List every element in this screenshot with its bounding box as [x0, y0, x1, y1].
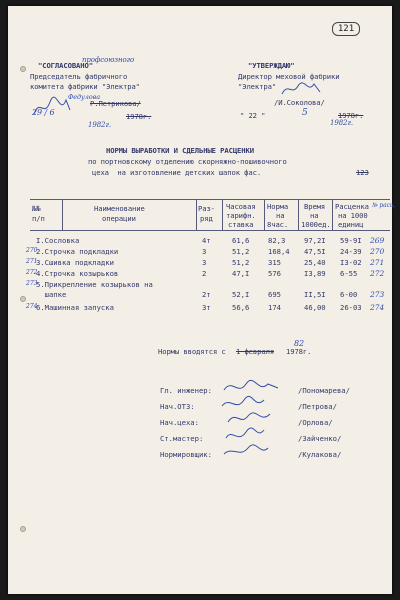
table-top-rule [30, 199, 390, 200]
row-time: 46,00 [304, 303, 326, 312]
table-row [26, 269, 388, 278]
intro-hw-year: 82 [294, 339, 304, 348]
document-page [8, 6, 396, 594]
row-norm: 576 [268, 269, 281, 278]
row-price: 59-9I [340, 236, 362, 245]
handwritten-year-left: 1982г. [88, 121, 111, 129]
row-name: I.Сословка [36, 236, 80, 245]
binder-hole [20, 526, 26, 532]
row-mark: 271 [26, 258, 38, 265]
header-num2: п/п [32, 214, 45, 223]
header-name2: операции [102, 214, 136, 223]
intro-text: Нормы вводятся с [158, 347, 226, 356]
row-price: 6-55 [340, 269, 358, 278]
table-col-rule [264, 199, 265, 230]
row-time: 25,40 [304, 258, 326, 267]
row-grade: 2 [202, 269, 207, 278]
fas-number: 123 [356, 168, 369, 177]
row-name: 3.Сшивка подкладки [36, 258, 114, 267]
left-approval-line1: Председатель фабричного [30, 72, 128, 81]
header-price2: на 1000 [338, 211, 368, 220]
row-rate: 52,I [232, 290, 250, 299]
signature-name: /Петрова/ [298, 402, 337, 411]
right-approval-title: "УТВЕРЖДАЮ" [248, 61, 295, 70]
table-header-rule [30, 230, 390, 231]
row-hw: 272 [370, 269, 385, 278]
row-name: 2.Строчка подкладки [36, 247, 119, 256]
left-approval-name: Р.Петрикова/ [90, 99, 141, 108]
header-price: Расценка [335, 202, 369, 211]
left-approval-title: "СОГЛАСОВАНО" [38, 61, 93, 70]
header-rate: Часовая [226, 202, 256, 211]
row-price: I3-02 [340, 258, 362, 267]
row-time: II,5I [304, 290, 326, 299]
row-mark: 273 [26, 280, 38, 287]
handwritten-year-right: 1982г. [330, 119, 353, 127]
handwritten-date-left: 29 / 6 [32, 108, 55, 117]
header-time2: на [310, 211, 319, 220]
row-norm: 315 [268, 258, 281, 267]
header-norm: Норма [267, 202, 289, 211]
row-norm: 168,4 [268, 247, 290, 256]
signature-role: Гл. инженер: [160, 386, 212, 395]
header-time: Время [304, 202, 326, 211]
header-price3: единиц [338, 220, 364, 229]
row-name: 5.Прикрепление козырьков на [36, 280, 153, 289]
handwritten-surname: Федулова [68, 93, 101, 101]
intro-year: 1978г. [286, 347, 312, 356]
left-approval-year: 1978г. [126, 112, 152, 121]
row-time: I3,89 [304, 269, 326, 278]
table-row [26, 280, 388, 299]
right-approval-date: " 22 " [240, 111, 266, 120]
header-rate3: ставка [228, 220, 254, 229]
signature-role: Нормировщик: [160, 450, 212, 459]
table-col-rule [196, 199, 197, 230]
row-rate: 56,6 [232, 303, 250, 312]
row-grade: 3 [202, 247, 207, 256]
row-grade: 2т [202, 290, 211, 299]
right-approval-name: /И.Соколова/ [274, 98, 325, 107]
signature-role: Ст.мастер: [160, 434, 204, 443]
row-rate: 61,6 [232, 236, 250, 245]
row-grade: 3 [202, 258, 207, 267]
signature-role: Нач.цеха: [160, 418, 199, 427]
right-approval-line1: Директор меховой фабрики [238, 72, 340, 81]
row-mark: 270 [26, 247, 38, 254]
table-col-rule [222, 199, 223, 230]
binder-hole [20, 66, 26, 72]
header-grade2: ряд [200, 214, 213, 223]
left-approval-line2: комитета фабрики "Электра" [30, 82, 140, 91]
row-time: 47,5I [304, 247, 326, 256]
right-approval-line2: "Электра" [238, 82, 277, 91]
row-norm: 174 [268, 303, 281, 312]
table-row [36, 236, 388, 244]
row-name: 6.Машинная запуска [36, 303, 114, 312]
binder-hole [20, 296, 26, 302]
row-mark: 274 [26, 303, 38, 310]
row-hw: 273 [370, 290, 385, 299]
row-rate: 51,2 [232, 258, 250, 267]
right-approval-year: 1978г. [338, 111, 364, 120]
row-time: 97,2I [304, 236, 326, 245]
table-col-rule [332, 199, 333, 230]
table-col-rule [298, 199, 299, 230]
signature-left [30, 92, 90, 122]
row-hw: 274 [370, 303, 385, 312]
table-row [26, 303, 388, 312]
row-name-cont: шапке [36, 290, 67, 299]
signature-name: /Кулакова/ [298, 450, 342, 459]
row-grade: 4т [202, 236, 211, 245]
row-hw: 271 [370, 258, 385, 267]
row-hw: 269 [370, 236, 385, 245]
row-rate: 51,2 [232, 247, 250, 256]
header-time3: 1000ед. [301, 220, 331, 229]
table-row [26, 258, 388, 267]
row-rate: 47,I [232, 269, 250, 278]
header-norm2: на [276, 211, 285, 220]
row-mark: 272 [26, 269, 38, 276]
header-norm3: 8час. [267, 220, 289, 229]
table-col-rule [62, 199, 63, 230]
handwritten-month-right: 5 [302, 108, 308, 118]
row-grade: 3т [202, 303, 211, 312]
page-number: 121 [332, 22, 360, 36]
header-hw-col: № расц. [372, 202, 396, 209]
document-subtitle-1: по портновскому отделению скорняжно-пошивочного [88, 157, 287, 166]
row-hw: 270 [370, 247, 385, 256]
intro-date-struck: 1 февраля [236, 347, 275, 356]
row-norm: 82,3 [268, 236, 286, 245]
table-row [26, 247, 388, 256]
header-rate2: тарифн. [226, 211, 256, 220]
document-subtitle-2: цеха на изготовление детских шапок фас. [92, 168, 262, 177]
header-grade: Раз- [198, 204, 215, 213]
signature-name: /Пономарева/ [298, 386, 350, 395]
row-price: 6-00 [340, 290, 358, 299]
row-norm: 695 [268, 290, 281, 299]
signature-right [280, 80, 330, 98]
signature-name: /Зайченко/ [298, 434, 342, 443]
document-title: НОРМЫ ВЫРАБОТКИ И СДЕЛЬНЫЕ РАСЦЕНКИ [106, 146, 254, 155]
handwritten-signatures [218, 378, 302, 464]
handwritten-union: профсоюзного [82, 56, 135, 64]
header-num: №№ [32, 204, 41, 213]
signature-name: /Орлова/ [298, 418, 333, 427]
signature-role: Нач.ОТЗ: [160, 402, 195, 411]
header-name: Наименование [94, 204, 145, 213]
row-price: 24-39 [340, 247, 362, 256]
row-price: 26-03 [340, 303, 362, 312]
row-name: 4.Строчка козырьков [36, 269, 119, 278]
